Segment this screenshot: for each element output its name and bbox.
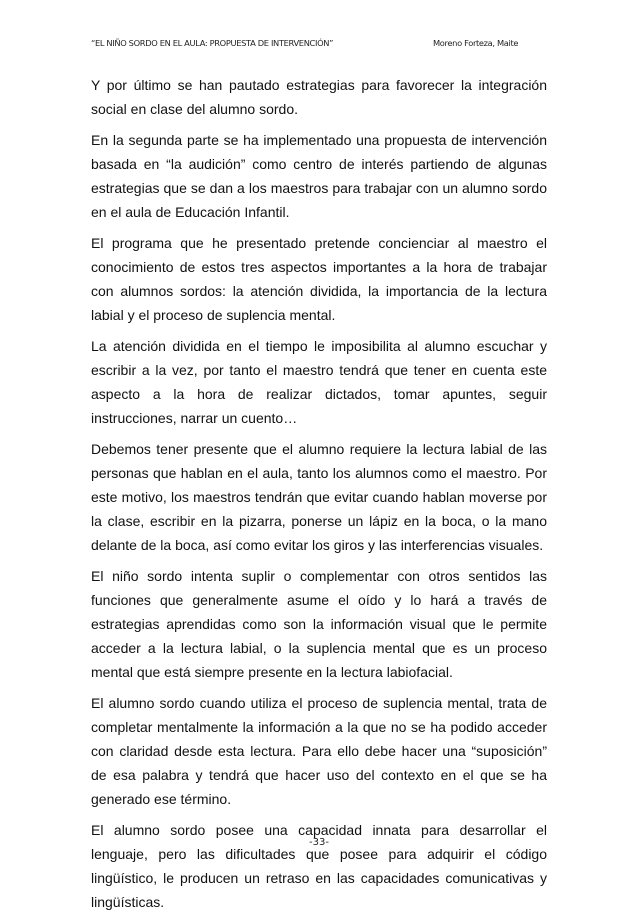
- paragraph-2: En la segunda parte se ha implementado una propuesta de intervención basada en “la audición” como centro de interés partiendo de algunas estrategias que se dan a los maestros para trabajar con un alumno sordo en el aula de Educación Infantil.: [91, 132, 547, 220]
- paragraph-1: Y por último se han pautado estrategias para favorecer la integración social en clase del alumno sordo.: [91, 77, 547, 117]
- paragraph-3: El programa que he presentado pretende concienciar al maestro el conocimiento de estos tres aspectos importantes a la hora de trabajar con alumnos sordos: la atención dividida, la importancia de la lectura labial y el proceso de suplencia mental.: [91, 235, 547, 323]
- paragraph-5: Debemos tener presente que el alumno requiere la lectura labial de las personas que hablan en el aula, tanto los alumnos como el maestro. Por este motivo, los maestros tendrán que evitar cuando hablan moverse por la clase, escribir en la pizarra, ponerse un lápiz en la boca, o la mano delante de la boca, así como evitar los giros y las interferencias visuales.: [91, 441, 547, 553]
- paragraph-7: El alumno sordo cuando utiliza el proceso de suplencia mental, trata de completar mentalmente la información a la que no se ha podido acceder con claridad desde esta lectura. Para ello debe hacer una “suposición” de esa palabra y tendrá que hacer uso del contexto en el que se ha generado ese término.: [91, 695, 547, 807]
- header-author: Moreno Forteza, Maite: [433, 38, 519, 48]
- page-number: -33-: [309, 837, 329, 848]
- running-header: [91, 38, 547, 52]
- paragraph-8: El alumno sordo posee una capacidad innata para desarrollar el lenguaje, pero las dificultades que posee para adquirir el código lingüístico, le producen un retraso en las capacidades comunicativas y lingüísticas.: [91, 822, 547, 910]
- header-title: “EL NIÑO SORDO EN EL AULA: PROPUESTA DE INTERVENCIÓN”: [91, 38, 334, 48]
- paragraph-6: El niño sordo intenta suplir o complementar con otros sentidos las funciones que generalmente asume el oído y lo hará a través de estrategias aprendidas como son la información visual que le permite acceder a la lectura labial, o la suplencia mental que es un proceso mental que está siempre presente en la lectura labiofacial.: [91, 568, 547, 680]
- paragraph-4: La atención dividida en el tiempo le imposibilita al alumno escuchar y escribir a la vez, por tanto el maestro tendrá que tener en cuenta este aspecto a la hora de realizar dictados, tomar apuntes, seguir instrucciones, narrar un cuento…: [91, 338, 547, 426]
- document-body: [91, 73, 547, 921]
